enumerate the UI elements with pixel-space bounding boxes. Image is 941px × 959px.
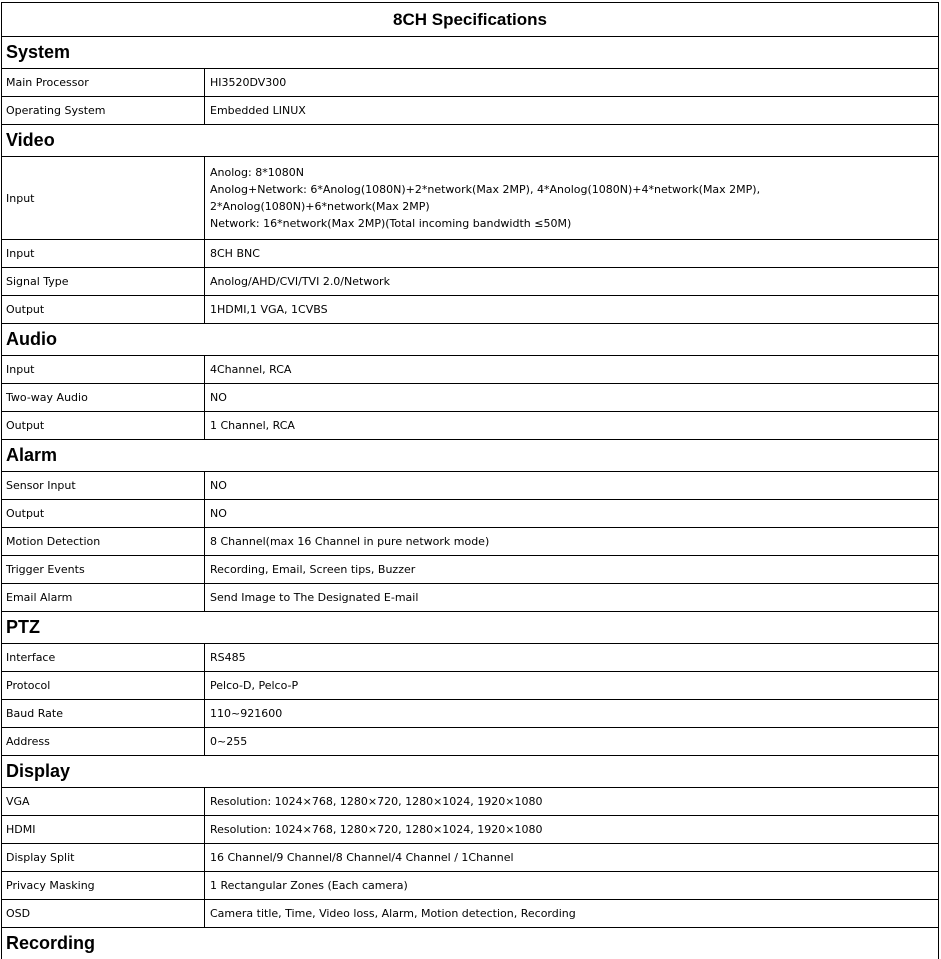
spec-value <box>205 268 939 296</box>
spec-value <box>205 157 939 240</box>
spec-label: Input <box>2 157 205 240</box>
spec-table <box>1 2 939 959</box>
spec-row <box>2 816 939 844</box>
spec-label: Motion Detection <box>2 528 205 556</box>
spec-row <box>2 268 939 296</box>
section-header-alarm <box>2 440 939 472</box>
spec-value <box>205 900 939 928</box>
spec-value-line: NO <box>210 477 938 494</box>
spec-value <box>205 844 939 872</box>
spec-value <box>205 97 939 125</box>
spec-value <box>205 356 939 384</box>
spec-value-line: Anolog+Network: 6*Anolog(1080N)+2*network(Max 2MP), 4*Anolog(1080N)+4*network(Max 2MP), <box>210 181 938 198</box>
spec-row <box>2 672 939 700</box>
spec-row <box>2 728 939 756</box>
spec-label: Output <box>2 500 205 528</box>
spec-value-line: 1HDMI,1 VGA, 1CVBS <box>210 301 938 318</box>
spec-label: Baud Rate <box>2 700 205 728</box>
spec-label: Operating System <box>2 97 205 125</box>
spec-label: Main Processor <box>2 69 205 97</box>
section-header-system <box>2 37 939 69</box>
spec-row <box>2 788 939 816</box>
spec-value-line: 0~255 <box>210 733 938 750</box>
spec-label: HDMI <box>2 816 205 844</box>
spec-row <box>2 356 939 384</box>
spec-value-line: Pelco-D, Pelco-P <box>210 677 938 694</box>
spec-value <box>205 816 939 844</box>
spec-value-line: 1 Rectangular Zones (Each camera) <box>210 877 938 894</box>
spec-value <box>205 700 939 728</box>
spec-value <box>205 412 939 440</box>
spec-value-line: RS485 <box>210 649 938 666</box>
spec-row <box>2 384 939 412</box>
spec-value <box>205 384 939 412</box>
spec-label: Privacy Masking <box>2 872 205 900</box>
spec-value <box>205 872 939 900</box>
spec-value-line: 110~921600 <box>210 705 938 722</box>
section-title: Audio <box>2 324 939 356</box>
spec-value <box>205 500 939 528</box>
spec-value <box>205 472 939 500</box>
spec-label: Input <box>2 240 205 268</box>
spec-value-line: NO <box>210 505 938 522</box>
spec-value <box>205 556 939 584</box>
spec-value <box>205 644 939 672</box>
spec-value-line: 8CH BNC <box>210 245 938 262</box>
section-header-audio <box>2 324 939 356</box>
spec-row <box>2 69 939 97</box>
spec-row <box>2 157 939 240</box>
spec-label: VGA <box>2 788 205 816</box>
spec-value-line: 2*Anolog(1080N)+6*network(Max 2MP) <box>210 198 938 215</box>
spec-row <box>2 556 939 584</box>
spec-value-line: 16 Channel/9 Channel/8 Channel/4 Channel / 1Channel <box>210 849 938 866</box>
spec-value <box>205 584 939 612</box>
spec-value-line: Send Image to The Designated E-mail <box>210 589 938 606</box>
section-header-ptz <box>2 612 939 644</box>
section-header-recording <box>2 928 939 959</box>
spec-value <box>205 296 939 324</box>
spec-value-line: Anolog/AHD/CVI/TVI 2.0/Network <box>210 273 938 290</box>
spec-value <box>205 728 939 756</box>
spec-label: OSD <box>2 900 205 928</box>
spec-row <box>2 472 939 500</box>
spec-row <box>2 872 939 900</box>
spec-label: Interface <box>2 644 205 672</box>
spec-row <box>2 412 939 440</box>
spec-row <box>2 97 939 125</box>
spec-label: Protocol <box>2 672 205 700</box>
spec-label: Sensor Input <box>2 472 205 500</box>
spec-label: Two-way Audio <box>2 384 205 412</box>
spec-value-line: Camera title, Time, Video loss, Alarm, Motion detection, Recording <box>210 905 938 922</box>
section-title: PTZ <box>2 612 939 644</box>
section-title: System <box>2 37 939 69</box>
title-row <box>2 3 939 37</box>
spec-value <box>205 528 939 556</box>
spec-value-line: HI3520DV300 <box>210 74 938 91</box>
spec-row <box>2 900 939 928</box>
spec-row <box>2 644 939 672</box>
spec-value-line: Resolution: 1024×768, 1280×720, 1280×1024, 1920×1080 <box>210 821 938 838</box>
spec-value-line: 1 Channel, RCA <box>210 417 938 434</box>
page-title: 8CH Specifications <box>2 3 939 37</box>
spec-value-line: Recording, Email, Screen tips, Buzzer <box>210 561 938 578</box>
spec-value <box>205 672 939 700</box>
spec-value-line: 4Channel, RCA <box>210 361 938 378</box>
spec-value-line: Network: 16*network(Max 2MP)(Total incoming bandwidth ≤50M) <box>210 215 938 232</box>
spec-label: Display Split <box>2 844 205 872</box>
spec-label: Email Alarm <box>2 584 205 612</box>
spec-value <box>205 69 939 97</box>
spec-row <box>2 296 939 324</box>
spec-label: Signal Type <box>2 268 205 296</box>
spec-value-line: Embedded LINUX <box>210 102 938 119</box>
section-title: Display <box>2 756 939 788</box>
spec-label: Output <box>2 296 205 324</box>
spec-row <box>2 500 939 528</box>
section-title: Recording <box>2 928 939 959</box>
spec-row <box>2 844 939 872</box>
spec-row <box>2 528 939 556</box>
spec-row <box>2 240 939 268</box>
section-header-display <box>2 756 939 788</box>
spec-label: Trigger Events <box>2 556 205 584</box>
spec-value <box>205 240 939 268</box>
spec-row <box>2 584 939 612</box>
spec-label: Address <box>2 728 205 756</box>
spec-value <box>205 788 939 816</box>
section-title: Alarm <box>2 440 939 472</box>
spec-value-line: Anolog: 8*1080N <box>210 164 938 181</box>
section-title: Video <box>2 125 939 157</box>
spec-value-line: 8 Channel(max 16 Channel in pure network mode) <box>210 533 938 550</box>
spec-value-line: Resolution: 1024×768, 1280×720, 1280×1024, 1920×1080 <box>210 793 938 810</box>
section-header-video <box>2 125 939 157</box>
spec-label: Output <box>2 412 205 440</box>
spec-label: Input <box>2 356 205 384</box>
spec-value-line: NO <box>210 389 938 406</box>
spec-row <box>2 700 939 728</box>
